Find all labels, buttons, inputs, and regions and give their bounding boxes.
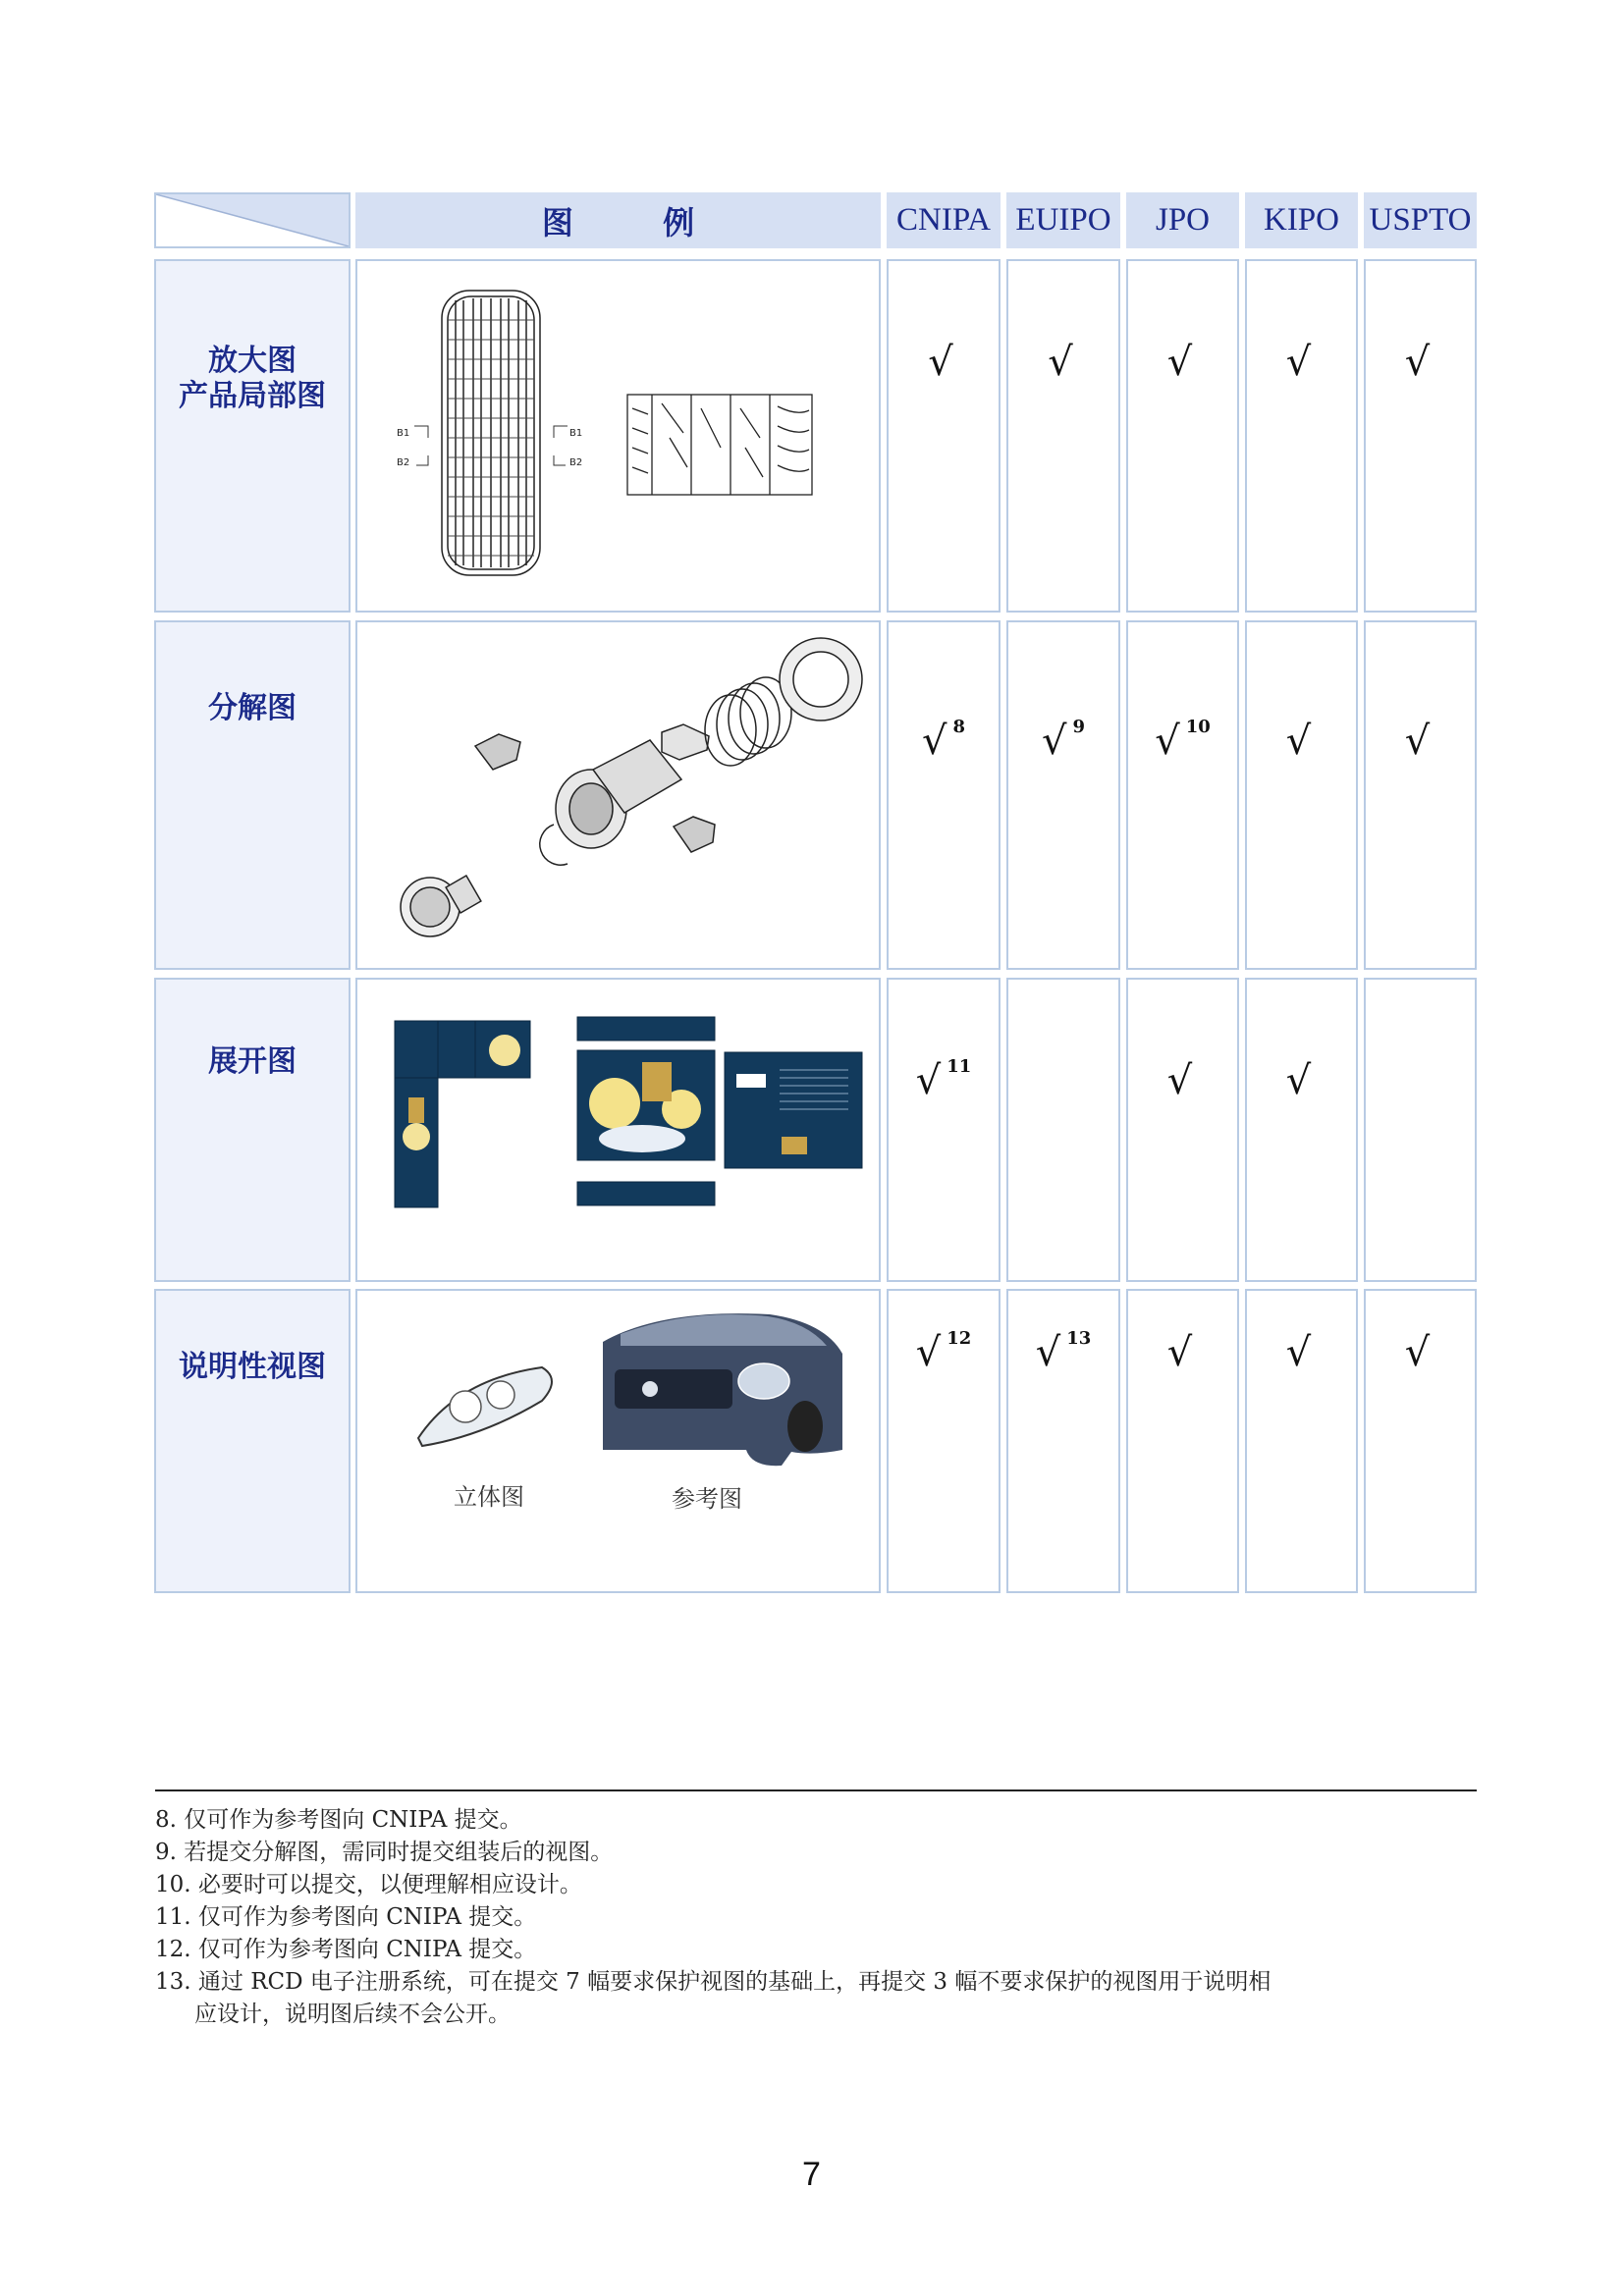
check-euipo-row3 bbox=[1006, 978, 1120, 1282]
tire-label-b2-left: B2 bbox=[397, 457, 410, 468]
caption-3d-view: 立体图 bbox=[454, 1483, 524, 1511]
footnote-8: 8. 仅可作为参考图向 CNIPA 提交。 bbox=[155, 1807, 522, 1833]
check-euipo-row2: √ $^9$ bbox=[1006, 620, 1120, 970]
header-uspto: USPTO bbox=[1364, 192, 1477, 248]
tire-label-b2-right: B2 bbox=[569, 457, 583, 468]
figure-cell-packaging bbox=[355, 978, 881, 1282]
exploded-drawing bbox=[357, 622, 879, 968]
header-jpo: JPO bbox=[1126, 192, 1239, 248]
footnote-divider bbox=[155, 1789, 1477, 1791]
check-kipo-row4: √ bbox=[1245, 1289, 1358, 1593]
check-euipo-row4: √ $^{13}$ bbox=[1006, 1289, 1120, 1593]
check-uspto-row4: √ bbox=[1364, 1289, 1477, 1593]
corner-header-cell bbox=[154, 192, 351, 248]
tire-label-b1-right: B1 bbox=[569, 428, 583, 439]
row-label-text: 放大图 产品局部图 bbox=[179, 344, 326, 413]
page-number: 7 bbox=[802, 2156, 821, 2193]
check-kipo-row2: √ bbox=[1245, 620, 1358, 970]
figure-cell-tire bbox=[355, 259, 881, 613]
check-jpo-row4: √ bbox=[1126, 1289, 1239, 1593]
legend-header: 图 例 bbox=[355, 192, 881, 248]
header-euipo: EUIPO bbox=[1006, 192, 1120, 248]
footnote-9: 9. 若提交分解图，需同时提交组装后的视图。 bbox=[155, 1840, 614, 1865]
check-kipo-row1: √ bbox=[1245, 259, 1358, 613]
check-jpo-row2: √ $^{10}$ bbox=[1126, 620, 1239, 970]
figure-cell-illustrative bbox=[355, 1289, 881, 1593]
footnote-10: 10. 必要时可以提交，以便理解相应设计。 bbox=[155, 1872, 582, 1897]
footnote-13-continuation: 应设计，说明图后续不会公开。 bbox=[194, 2002, 511, 2027]
row-label-text: 展开图 bbox=[208, 1044, 297, 1079]
check-jpo-row1: √ bbox=[1126, 259, 1239, 613]
check-jpo-row3: √ bbox=[1126, 978, 1239, 1282]
header-kipo: KIPO bbox=[1245, 192, 1358, 248]
check-uspto-row1: √ bbox=[1364, 259, 1477, 613]
check-uspto-row3 bbox=[1364, 978, 1477, 1282]
check-uspto-row2: √ bbox=[1364, 620, 1477, 970]
packaging-drawing bbox=[357, 980, 879, 1280]
footnote-13: 13. 通过 RCD 电子注册系统，可在提交 7 幅要求保护视图的基础上，再提交 3 幅不要求保护的视图用于说明相 bbox=[155, 1969, 1271, 1995]
row-label-enlarged-partial bbox=[154, 259, 351, 613]
row-label-exploded bbox=[154, 620, 351, 970]
check-cnipa-row3: √ $^{11}$ bbox=[887, 978, 1001, 1282]
check-cnipa-row1: √ bbox=[887, 259, 1001, 613]
check-kipo-row3: √ bbox=[1245, 978, 1358, 1282]
row-label-unfolded bbox=[154, 978, 351, 1282]
check-cnipa-row4: √ $^{12}$ bbox=[887, 1289, 1001, 1593]
header-cnipa: CNIPA bbox=[887, 192, 1001, 248]
headlamp-car-drawing bbox=[357, 1291, 879, 1591]
tire-drawing bbox=[357, 261, 879, 611]
footnote-12: 12. 仅可作为参考图向 CNIPA 提交。 bbox=[155, 1937, 537, 1962]
diagonal-divider bbox=[156, 194, 349, 246]
tire-label-b1-left: B1 bbox=[397, 428, 410, 439]
row-label-illustrative bbox=[154, 1289, 351, 1593]
check-cnipa-row2: √ $^8$ bbox=[887, 620, 1001, 970]
figure-cell-exploded bbox=[355, 620, 881, 970]
row-label-text: 分解图 bbox=[208, 691, 297, 725]
row-label-text: 说明性视图 bbox=[179, 1350, 326, 1384]
check-euipo-row1: √ bbox=[1006, 259, 1120, 613]
footnote-11: 11. 仅可作为参考图向 CNIPA 提交。 bbox=[155, 1904, 537, 1930]
caption-reference-view: 参考图 bbox=[672, 1485, 742, 1513]
